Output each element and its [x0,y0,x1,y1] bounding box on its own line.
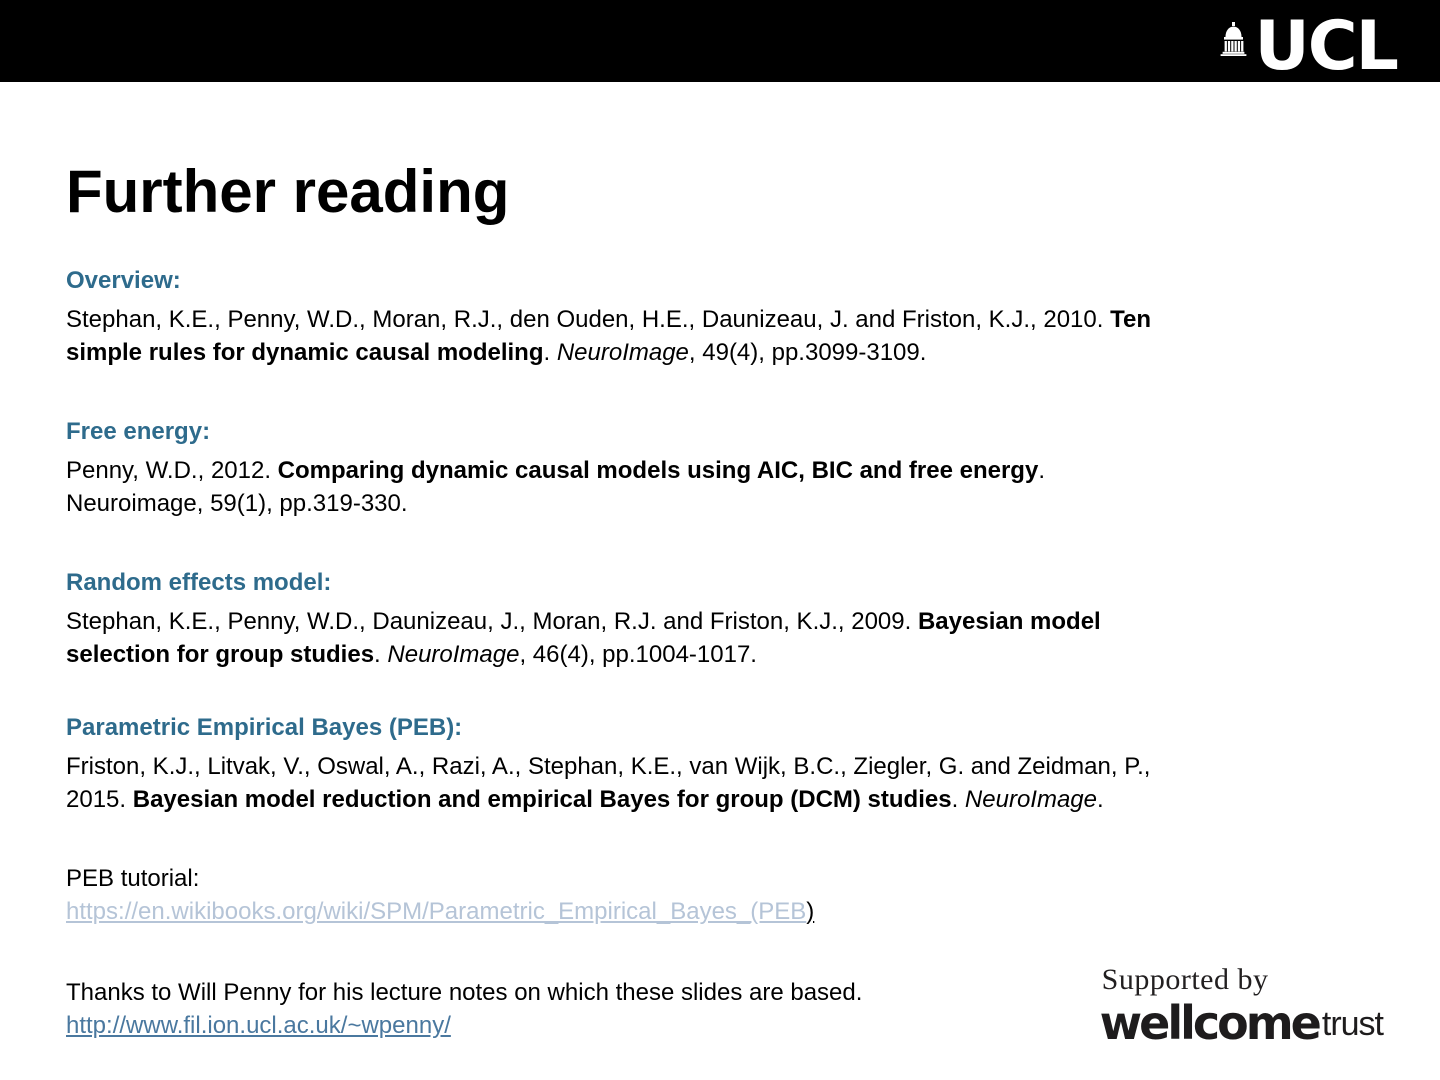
citation-text: . [374,641,388,668]
citation-text: , 49(4), pp.3099-3109. [688,339,927,366]
citation-bold-title: selection for group studies [66,641,375,668]
citation-random-effects [66,605,1396,671]
wellcome-word: wellcome [1099,996,1319,1050]
citation-text: Penny, W.D., 2012. [66,457,278,484]
citation-journal: NeuroImage [556,339,689,366]
thanks-text: Thanks to Will Penny for his lecture notes on which these slides are based. [66,979,863,1006]
citation-bold-title: Ten [1110,306,1151,333]
citation-text: Friston, K.J., Litvak, V., Oswal, A., Razi, A., Stephan, K.E., van Wijk, B.C., Ziegler, G. and Zeidman, P., [66,753,1151,780]
citation-text: Neuroimage, 59(1), pp.319-330. [66,490,408,517]
citation-text: Stephan, K.E., Penny, W.D., Daunizeau, J., Moran, R.J. and Friston, K.J., 2009. [66,608,918,635]
page-title: Further reading [66,158,510,225]
citation-bold-title: Bayesian model [917,608,1101,635]
slide-content [66,82,1396,1042]
wellcome-trust-logo [1100,963,1383,1048]
wellcome-trust-wordmark [1099,996,1383,1050]
citation-text: . [543,339,557,366]
citation-text: . [951,786,965,813]
peb-tutorial-link-line [66,895,1396,928]
citation-free-energy [66,454,1396,520]
ucl-logo [1220,0,1397,86]
citation-bold-title: simple rules for dynamic causal modeling [66,339,544,366]
peb-tutorial-link-suffix[interactable]: ) [806,898,815,925]
citation-bold-title: Comparing dynamic causal models using AIC, BIC and free energy [277,457,1039,484]
section-overview [66,264,1396,369]
citation-text: , 46(4), pp.1004-1017. [519,641,757,668]
peb-tutorial-block [66,862,1396,928]
citation-text: Stephan, K.E., Penny, W.D., Moran, R.J., den Ouden, H.E., Daunizeau, J. and Friston, K.J., 2010. [66,306,1111,333]
citation-journal: NeuroImage [387,641,520,668]
peb-tutorial-label: PEB tutorial: [66,865,200,892]
citation-journal: NeuroImage [964,786,1097,813]
section-peb [66,711,1396,816]
peb-tutorial-link[interactable]: https://en.wikibooks.org/wiki/SPM/Parametric_Empirical_Bayes_(PEB [66,898,807,925]
citation-overview [66,303,1396,369]
citation-text: . [1097,786,1104,813]
ucl-logo-text: UCL [1254,7,1397,86]
header-bar [0,0,1440,86]
section-free-energy [66,415,1396,520]
citation-peb [66,750,1396,816]
section-heading-random-effects: Random effects model: [66,569,332,596]
section-heading-overview: Overview: [66,267,181,294]
section-heading-peb: Parametric Empirical Bayes (PEB): [66,714,463,741]
wpenny-link[interactable]: http://www.fil.ion.ucl.ac.uk/~wpenny/ [66,1012,451,1039]
trust-word: trust [1321,1005,1383,1043]
supported-by-text: Supported by [1101,963,1269,996]
section-heading-free-energy: Free energy: [66,418,211,445]
citation-text: . [1038,457,1045,484]
section-random-effects [66,566,1396,671]
citation-bold-title: Bayesian model reduction and empirical Bayes for group (DCM) studies [132,786,952,813]
citation-text: 2015. [66,786,133,813]
ucl-portico-icon [1220,22,1247,56]
